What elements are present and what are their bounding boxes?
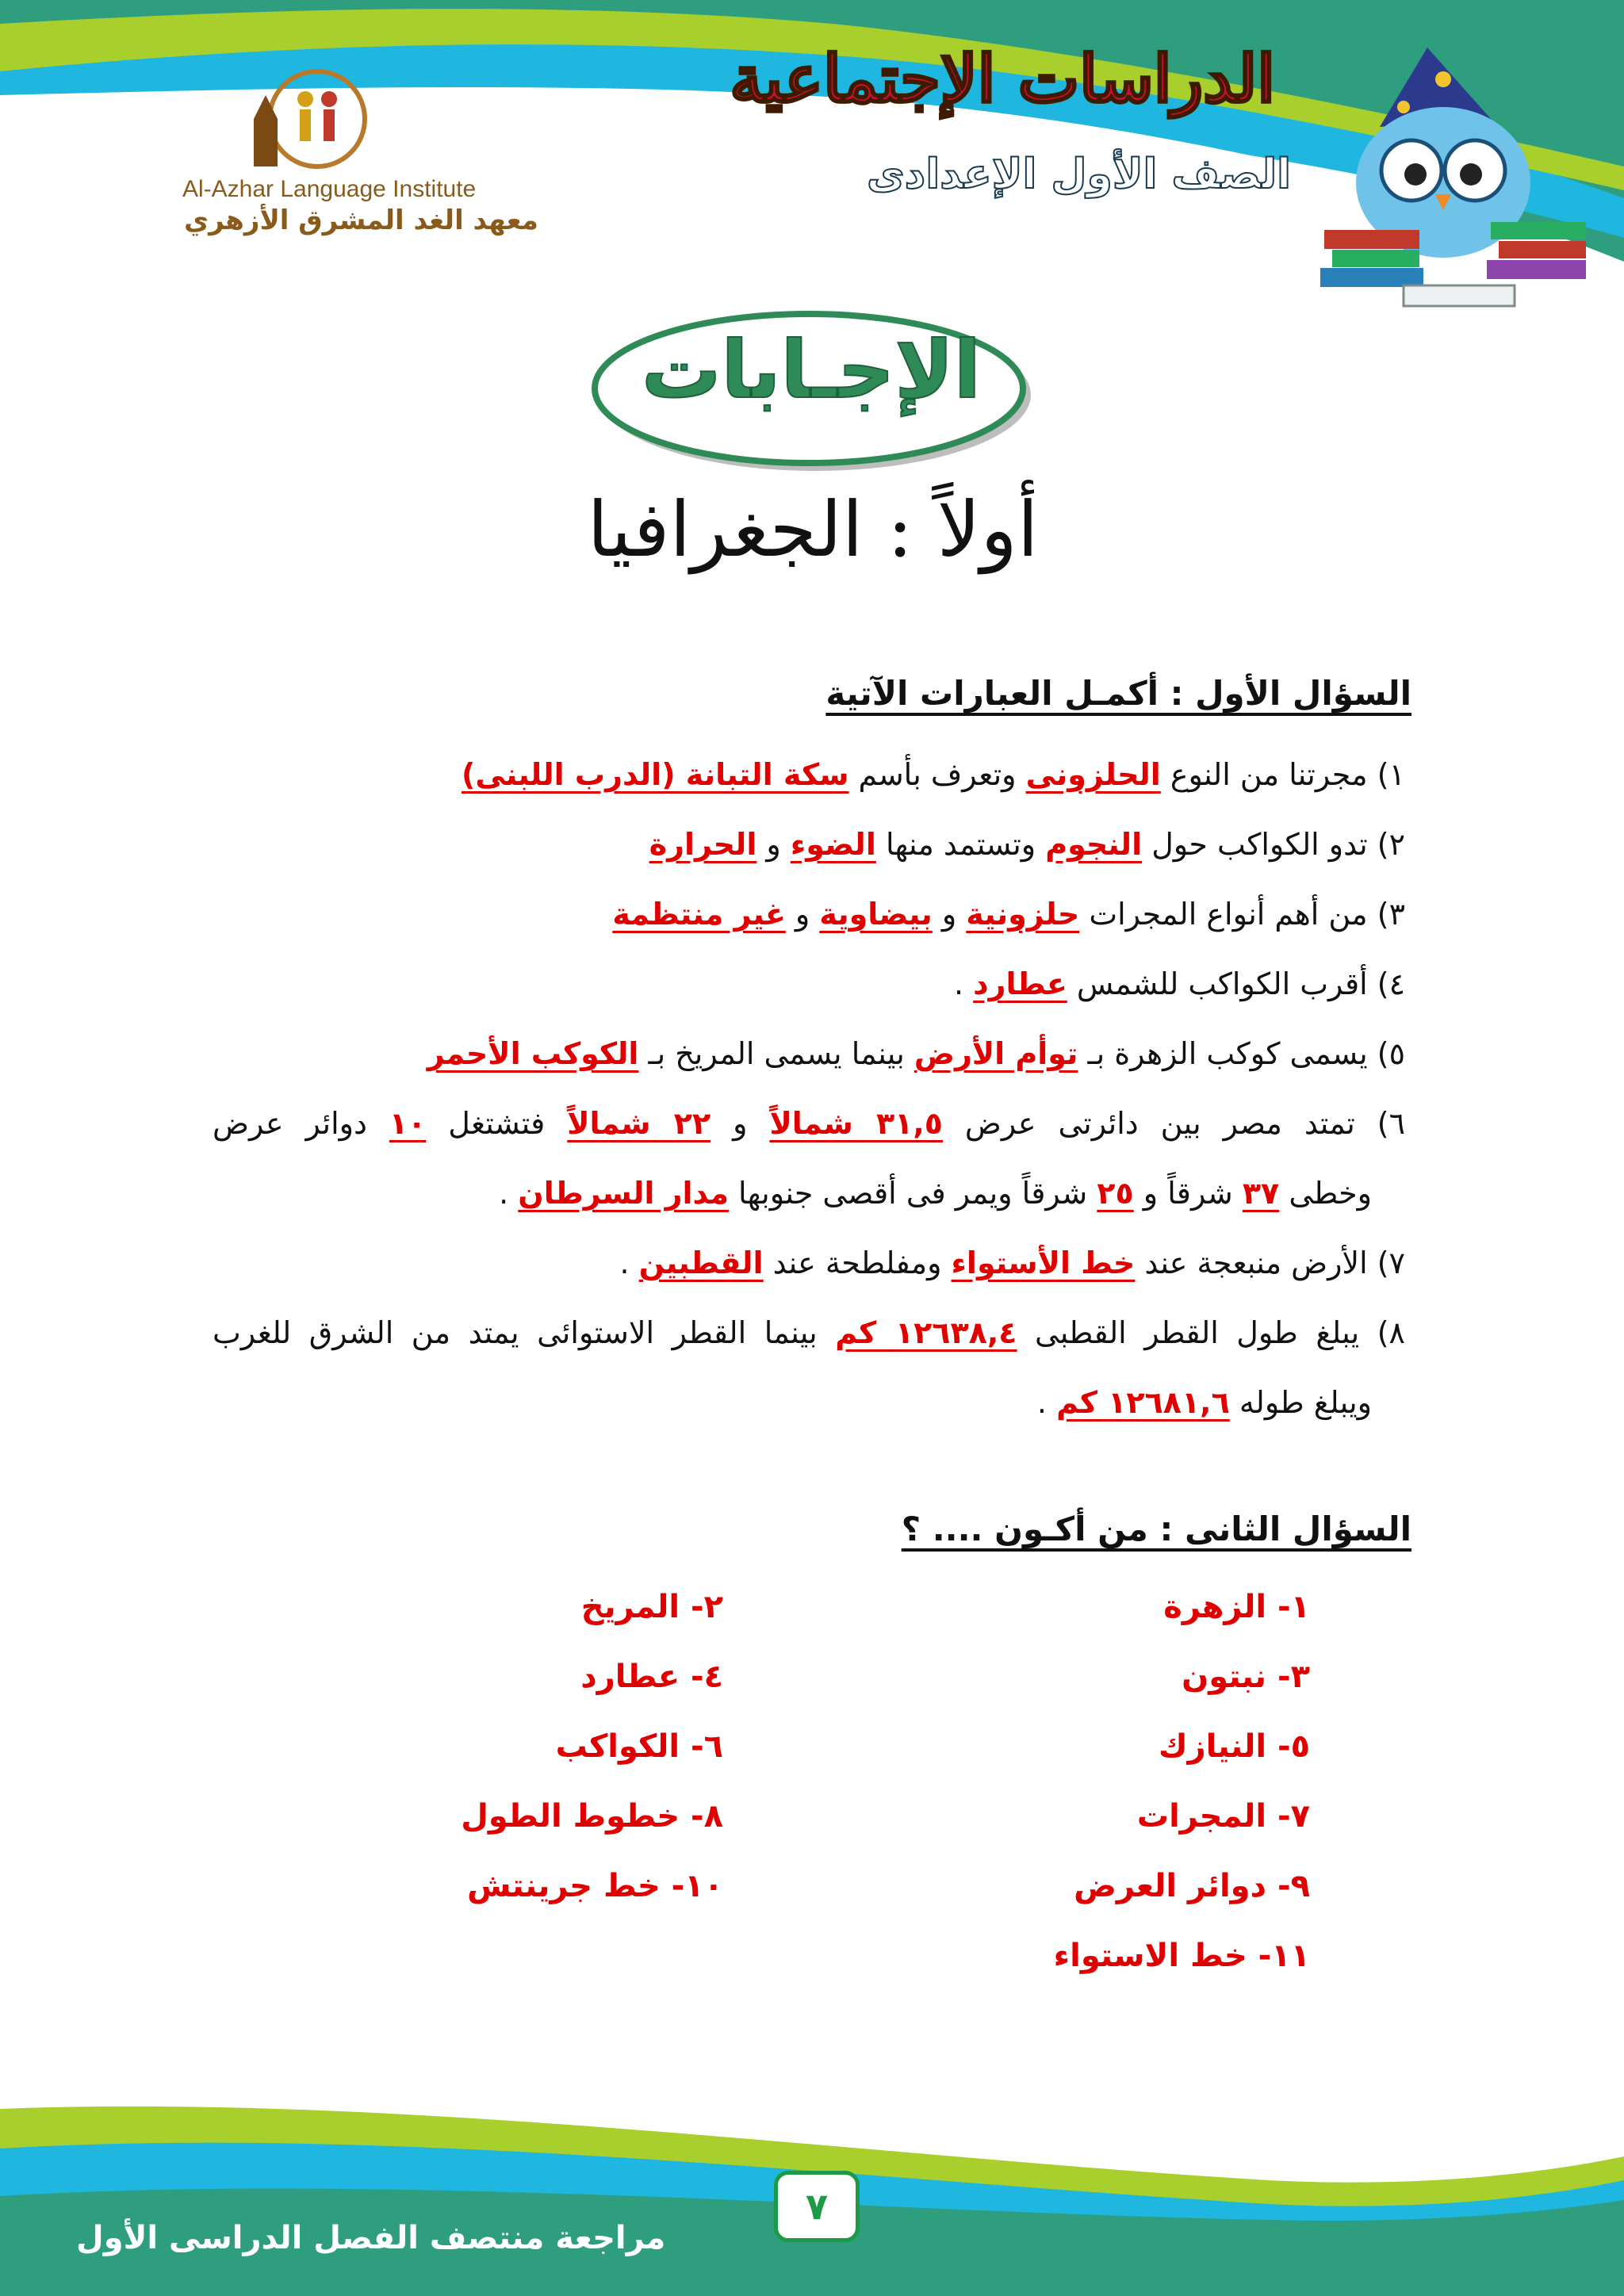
q2-answer: ٨- خطوط الطول — [461, 1798, 723, 1835]
q2-answer: ٢- المريخ — [580, 1589, 723, 1625]
page-number: ٧ — [774, 2171, 860, 2242]
q1-item-1: ١) مجرتنا من النوع الحلزونى وتعرف بأسم سكة التبانة (الدرب اللبنى) — [462, 757, 1405, 792]
owl-mascot-icon — [1308, 32, 1602, 333]
q1-item-3: ٣) من أهم أنواع المجرات حلزونية و بيضاوية و غير منتظمة — [612, 897, 1405, 932]
q2-answer: ١- الزهرة — [1163, 1589, 1310, 1625]
q1-item-8-continued: ويبلغ طوله ١٢٦٨١,٦ كم . — [1036, 1385, 1372, 1420]
q1-item-7: ٧) الأرض منبعجة عند خط الأستواء ومفلطحة عند القطبين . — [619, 1246, 1405, 1280]
q1-item-4: ٤) أقرب الكواكب للشمس عطارد . — [953, 966, 1405, 1001]
q2-answer: ٧- المجرات — [1136, 1798, 1310, 1835]
q2-answer: ٩- دوائر العرض — [1074, 1868, 1310, 1904]
q2-answer: ٣- نبتون — [1182, 1659, 1310, 1695]
q2-answer: ٥- النيازك — [1158, 1728, 1310, 1765]
subject-title: الدراسات الإجتماعية — [730, 41, 1275, 117]
q2-answer: ١٠- خط جرينتش — [467, 1868, 723, 1904]
section-title: أولاً : الجغرافيا — [587, 485, 1039, 574]
question2-heading: السؤال الثانى : من أكـون .... ؟ — [901, 1510, 1411, 1548]
answers-heading: الإجـابات — [641, 323, 982, 416]
question1-heading: السؤال الأول : أكمـل العبارات الآتية — [825, 674, 1411, 713]
q1-item-5: ٥) يسمى كوكب الزهرة بـ توأم الأرض بينما يسمى المريخ بـ الكوكب الأحمر — [427, 1036, 1405, 1071]
q1-item-8: ٨) يبلغ طول القطر القطبى ١٢٦٣٨,٤ كم بينما القطر الاستوائى يمتد من الشرق للغرب — [213, 1315, 1405, 1350]
institute-logo-icon — [238, 63, 381, 174]
q2-answer: ٤- عطارد — [580, 1659, 723, 1695]
logo-arabic-text: معهد الغد المشرق الأزهري — [184, 205, 538, 236]
q1-item-6-continued: وخطى ٣٧ شرقاً و ٢٥ شرقاً ويمر فى أقصى جنوبها مدار السرطان . — [499, 1176, 1372, 1211]
q1-item-6: ٦) تمتد مصر بين دائرتى عرض ٣١,٥ شمالاً و ٢٢ شمالاً فتشتغل ١٠ دوائر عرض — [213, 1106, 1405, 1141]
grade-title: الصف الأول الإعدادى — [867, 151, 1291, 198]
q2-answer: ١١- خط الاستواء — [1053, 1938, 1310, 1974]
logo-english-text: Al-Azhar Language Institute — [182, 176, 477, 202]
q1-item-2: ٢) تدو الكواكب حول النجوم وتستمد منها الضوء و الحرارة — [649, 827, 1405, 862]
footer-caption: مراجعة منتصف الفصل الدراسى الأول — [76, 2220, 666, 2256]
q2-answer: ٦- الكواكب — [555, 1728, 723, 1765]
